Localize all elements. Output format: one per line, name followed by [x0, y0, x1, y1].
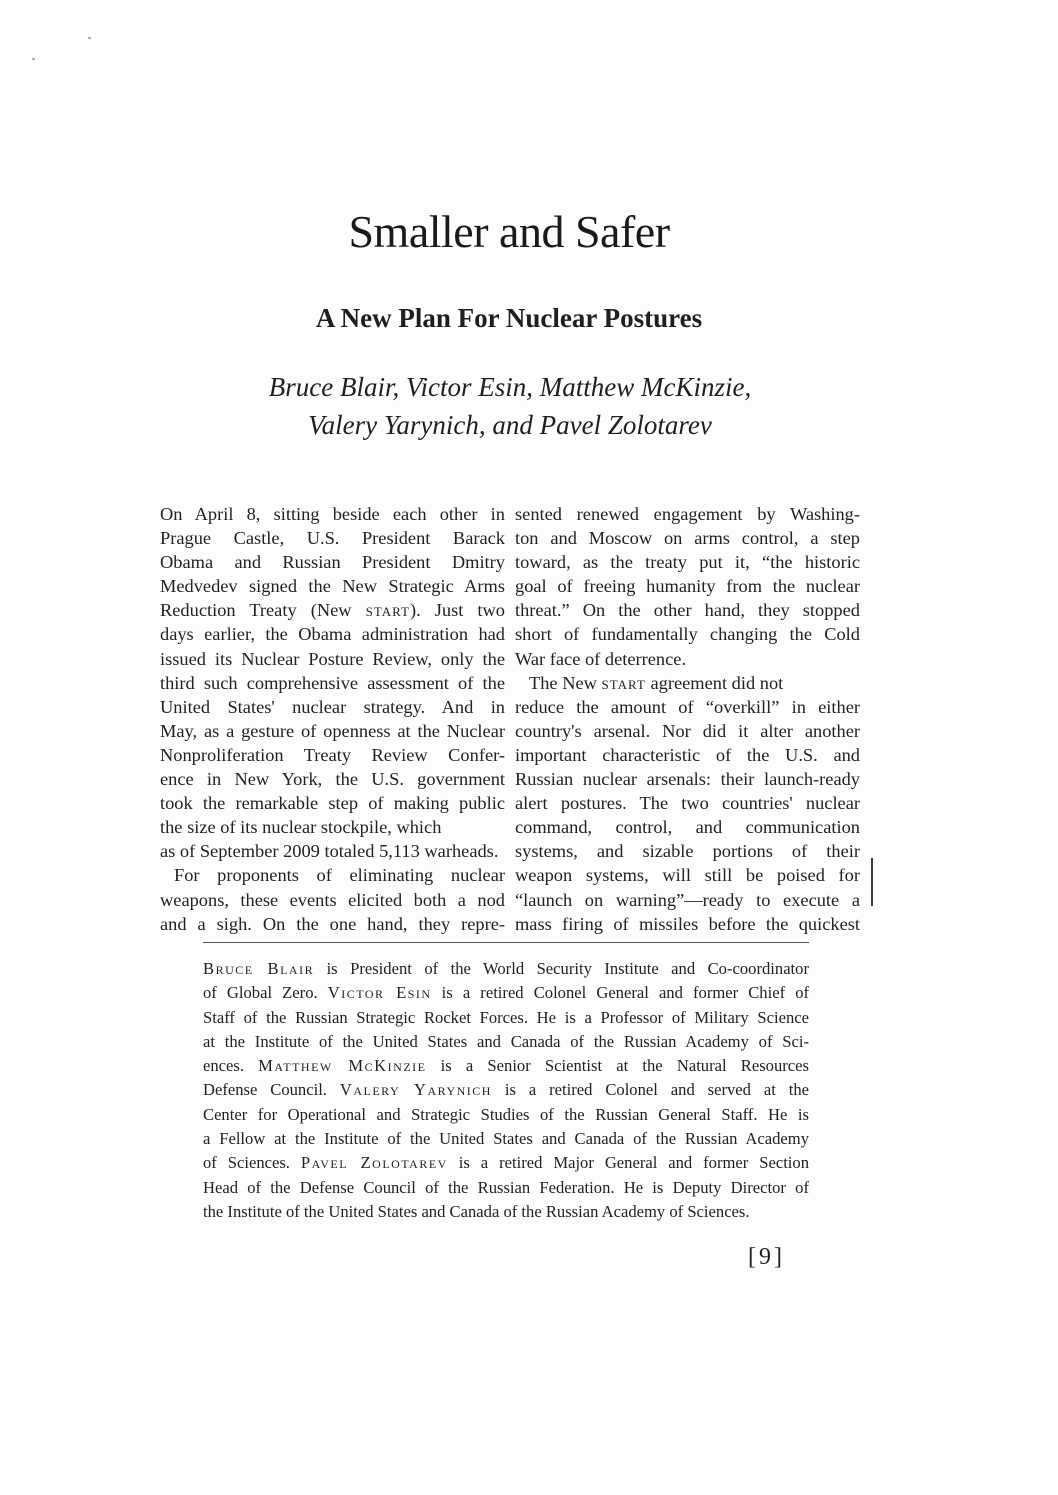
- body-line: May, as a gesture of openness at the Nuclear: [160, 720, 505, 741]
- article-title: Smaller and Safer: [348, 206, 670, 257]
- bio-line: ences. Matthew McKinzie is a Senior Scientist at the Natural Resources: [203, 1056, 809, 1076]
- body-line: Nonproliferation Treaty Review Confer-: [160, 744, 505, 765]
- body-line: ence in New York, the U.S. government: [160, 769, 505, 790]
- authors-line: Valery Yarynich, and Pavel Zolotarev: [308, 410, 712, 440]
- body-line: For proponents of eliminating nuclear: [174, 865, 505, 886]
- bio-line: Center for Operational and Strategic Studies of the Russian General Staff. He is: [203, 1104, 809, 1124]
- bio-line: Head of the Defense Council of the Russian Federation. He is Deputy Director of: [203, 1177, 809, 1197]
- body-column-right: [515, 502, 860, 936]
- body-line: country's arsenal. Nor did it alter another: [515, 720, 860, 741]
- bio-line: the Institute of the United States and Canada of the Russian Academy of Sciences.: [203, 1201, 750, 1221]
- body-line: toward, as the treaty put it, “the historic: [515, 552, 860, 573]
- bio-line: of Sciences. Pavel Zolotarev is a retired Major General and former Section: [203, 1153, 810, 1173]
- body-line: Prague Castle, U.S. President Barack: [160, 528, 505, 549]
- body-line: Russian nuclear arsenals: their launch-ready: [515, 769, 860, 790]
- margin-mark: [871, 858, 873, 906]
- bio-line: Bruce Blair is President of the World Security Institute and Co-coordinator: [203, 959, 809, 978]
- body-line: United States' nuclear strategy. And in: [160, 696, 505, 717]
- author-bio: [203, 957, 809, 1224]
- body-line: goal of freeing humanity from the nuclear: [515, 576, 860, 597]
- body-column-left: [160, 502, 505, 936]
- scan-speck: [32, 58, 35, 60]
- bio-line: Defense Council. Valery Yarynich is a retired Colonel and served at the: [203, 1080, 810, 1100]
- body-line: sented renewed engagement by Washing-: [515, 504, 860, 524]
- body-line: the size of its nuclear stockpile, which: [160, 817, 442, 838]
- article-authors: [150, 368, 870, 444]
- body-line: The New start agreement did not: [529, 672, 784, 693]
- body-line: weapon systems, will still be poised for: [515, 865, 860, 886]
- body-line: as of September 2009 totaled 5,113 warheads.: [160, 841, 499, 862]
- body-line: threat.” On the other hand, they stopped: [515, 600, 860, 621]
- body-line: “launch on warning”—ready to execute a: [515, 889, 860, 910]
- body-line: On April 8, sitting beside each other in: [160, 504, 505, 524]
- authors-line: Bruce Blair, Victor Esin, Matthew McKinzie,: [268, 372, 752, 402]
- body-line: War face of deterrence.: [515, 648, 687, 669]
- body-line: ton and Moscow on arms control, a step: [515, 528, 860, 549]
- body-line: alert postures. The two countries' nuclear: [515, 793, 860, 814]
- body-line: days earlier, the Obama administration had: [160, 624, 505, 645]
- body-line: short of fundamentally changing the Cold: [515, 624, 860, 645]
- body-line: Medvedev signed the New Strategic Arms: [160, 576, 505, 597]
- bio-line: Staff of the Russian Strategic Rocket Forces. He is a Professor of Military Science: [203, 1007, 809, 1027]
- body-line: Reduction Treaty (New start). Just two: [160, 600, 505, 621]
- body-line: mass firing of missiles before the quickest: [515, 913, 860, 934]
- body-line: systems, and sizable portions of their: [515, 841, 860, 862]
- page-number: [9]: [748, 1244, 785, 1270]
- bio-line: of Global Zero. Victor Esin is a retired Colonel General and former Chief of: [203, 983, 810, 1003]
- article-subtitle: A New Plan For Nuclear Postures: [315, 303, 703, 333]
- body-line: took the remarkable step of making public: [160, 793, 505, 814]
- body-line: Obama and Russian President Dmitry: [160, 552, 505, 573]
- body-line: third such comprehensive assessment of the: [160, 672, 505, 693]
- body-line: command, control, and communication: [515, 817, 860, 838]
- body-line: reduce the amount of “overkill” in either: [515, 696, 860, 717]
- bio-line: at the Institute of the United States and Canada of the Russian Academy of Sci-: [203, 1031, 809, 1051]
- body-line: weapons, these events elicited both a nod: [160, 889, 505, 910]
- scan-speck: [88, 37, 91, 39]
- footnote-rule: [203, 942, 809, 943]
- body-line: and a sigh. On the one hand, they repre-: [160, 913, 505, 934]
- bio-line: a Fellow at the Institute of the United States and Canada of the Russian Academy: [203, 1129, 809, 1149]
- body-line: important characteristic of the U.S. and: [515, 744, 860, 765]
- body-line: issued its Nuclear Posture Review, only the: [160, 648, 505, 669]
